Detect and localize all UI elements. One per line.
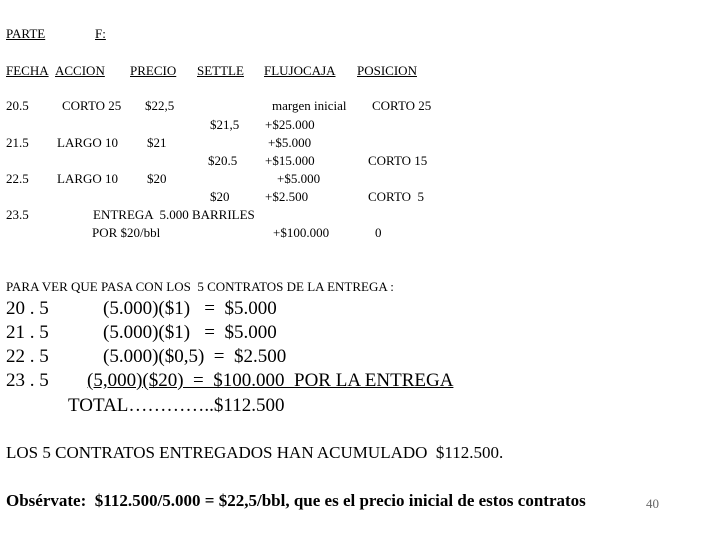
row-posicion: CORTO 25 (372, 98, 432, 113)
row-settle: $20 (210, 189, 230, 204)
row-accion: LARGO 10 (57, 171, 119, 186)
row-precio: $20 (147, 171, 167, 186)
calc-date: 21 . 5 (6, 322, 49, 343)
col-fecha: FECHA (6, 63, 49, 78)
row-settle: $21,5 (210, 117, 240, 132)
row-posicion: 0 (375, 225, 382, 240)
row-precio: $21 (147, 135, 167, 150)
row-date: 20.5 (6, 98, 29, 113)
row-accion: LARGO 10 (57, 135, 119, 150)
col-flujocaja: FLUJOCAJA (264, 63, 336, 78)
calc-expr: (5.000)($0,5) = $2.500 (103, 346, 287, 367)
row-date: 22.5 (6, 171, 29, 186)
calc-date: 20 . 5 (6, 298, 49, 319)
row-flujo: +$25.000 (265, 117, 315, 132)
row-flujo: +$2.500 (265, 189, 309, 204)
row-accion: CORTO 25 (62, 98, 122, 113)
row-note: margen inicial (272, 98, 347, 113)
row-posicion: CORTO 5 (368, 189, 425, 204)
row-settle: $20.5 (208, 153, 238, 168)
row-flujo: +$5.000 (277, 171, 321, 186)
total-line: TOTAL…………..$112.500 (68, 395, 285, 416)
col-precio: PRECIO (130, 63, 177, 78)
row-accion: POR $20/bbl (92, 225, 161, 240)
parte-label: PARTE (6, 26, 46, 41)
row-posicion: CORTO 15 (368, 153, 428, 168)
parte-value: F: (95, 26, 106, 41)
calc-expr: (5,000)($20) = $100.000 POR LA ENTREGA (87, 370, 454, 391)
calc-expr: (5.000)($1) = $5.000 (103, 298, 277, 319)
row-flujo: +$5.000 (268, 135, 312, 150)
calc-expr: (5.000)($1) = $5.000 (103, 322, 277, 343)
para-ver-heading: PARA VER QUE PASA CON LOS 5 CONTRATOS DE LA ENTREGA : (6, 279, 394, 294)
col-posicion: POSICION (357, 63, 417, 78)
row-accion: ENTREGA 5.000 BARRILES (93, 207, 255, 222)
col-accion: ACCION (55, 63, 105, 78)
calc-date: 22 . 5 (6, 346, 49, 367)
conclusion-text: LOS 5 CONTRATOS ENTREGADOS HAN ACUMULADO $112.500. (6, 443, 504, 462)
observation-text: Obsérvate: $112.500/5.000 = $22,5/bbl, que es el precio inicial de estos contratos (6, 491, 586, 510)
row-date: 23.5 (6, 207, 29, 222)
row-precio: $22,5 (145, 98, 175, 113)
page-number: 40 (646, 496, 659, 511)
row-flujo: +$100.000 (273, 225, 330, 240)
calc-date: 23 . 5 (6, 370, 49, 391)
col-settle: SETTLE (197, 63, 244, 78)
row-date: 21.5 (6, 135, 29, 150)
row-flujo: +$15.000 (265, 153, 315, 168)
